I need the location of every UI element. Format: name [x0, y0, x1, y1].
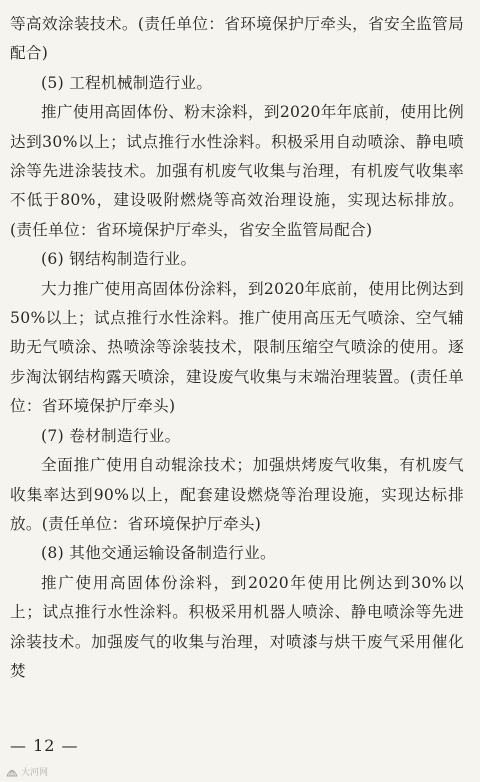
paragraph-continuation: 等高效涂装技术。(责任单位：省环境保护厅牵头，省安全监管局配合) — [10, 15, 464, 63]
section-heading-6: (6) 钢结构制造行业。 — [41, 250, 197, 269]
section-heading-5: (5) 工程机械制造行业。 — [41, 73, 213, 92]
watermark-text: 大河网 — [21, 768, 49, 778]
section-heading-8: (8) 其他交通运输设备制造行业。 — [41, 544, 276, 563]
paragraph-steel-structure: 大力推广使用高固体份涂料，到2020年底前，使用比例达到50%以上；试点推行水性涂料。推广使用高压无气喷涂、空气辅助无气喷涂、热喷涂等涂装技术，限制压缩空气喷涂的使用。逐步淘汰钢结构露天喷涂，建设废气收集与末端治理装置。(责任单位：省环境保护厅牵头) — [10, 279, 464, 416]
paragraph-other-transport: 推广使用高固体份涂料，到2020年使用比例达到30%以上；试点推行水性涂料。积极采用机器人喷涂、静电喷涂等先进涂装技术。加强废气的收集与治理，对喷漆与烘干废气采用催化焚 — [10, 573, 464, 680]
watermark — [6, 765, 48, 778]
shell-logo-icon — [6, 767, 18, 777]
page-number: — 12 — — [10, 736, 79, 755]
section-heading-7: (7) 卷材制造行业。 — [41, 426, 181, 445]
paragraph-construction-machinery: 推广使用高固体份、粉末涂料，到2020年年底前，使用比例达到30%以上；试点推行水性涂料。积极采用自动喷涂、静电喷涂等先进涂装技术。加强有机废气收集与治理，有机废气收集率不低于80%，建设吸附燃烧等高效治理设施，实现达标排放。(责任单位：省环境保护厅牵头，省安全监管局配合) — [10, 103, 464, 239]
paragraph-coil-manufacturing: 全面推广使用自动辊涂技术；加强烘烤废气收集，有机废气收集率达到90%以上，配套建设燃烧等治理设施，实现达标排放。(责任单位：省环境保护厅牵头) — [10, 456, 464, 533]
